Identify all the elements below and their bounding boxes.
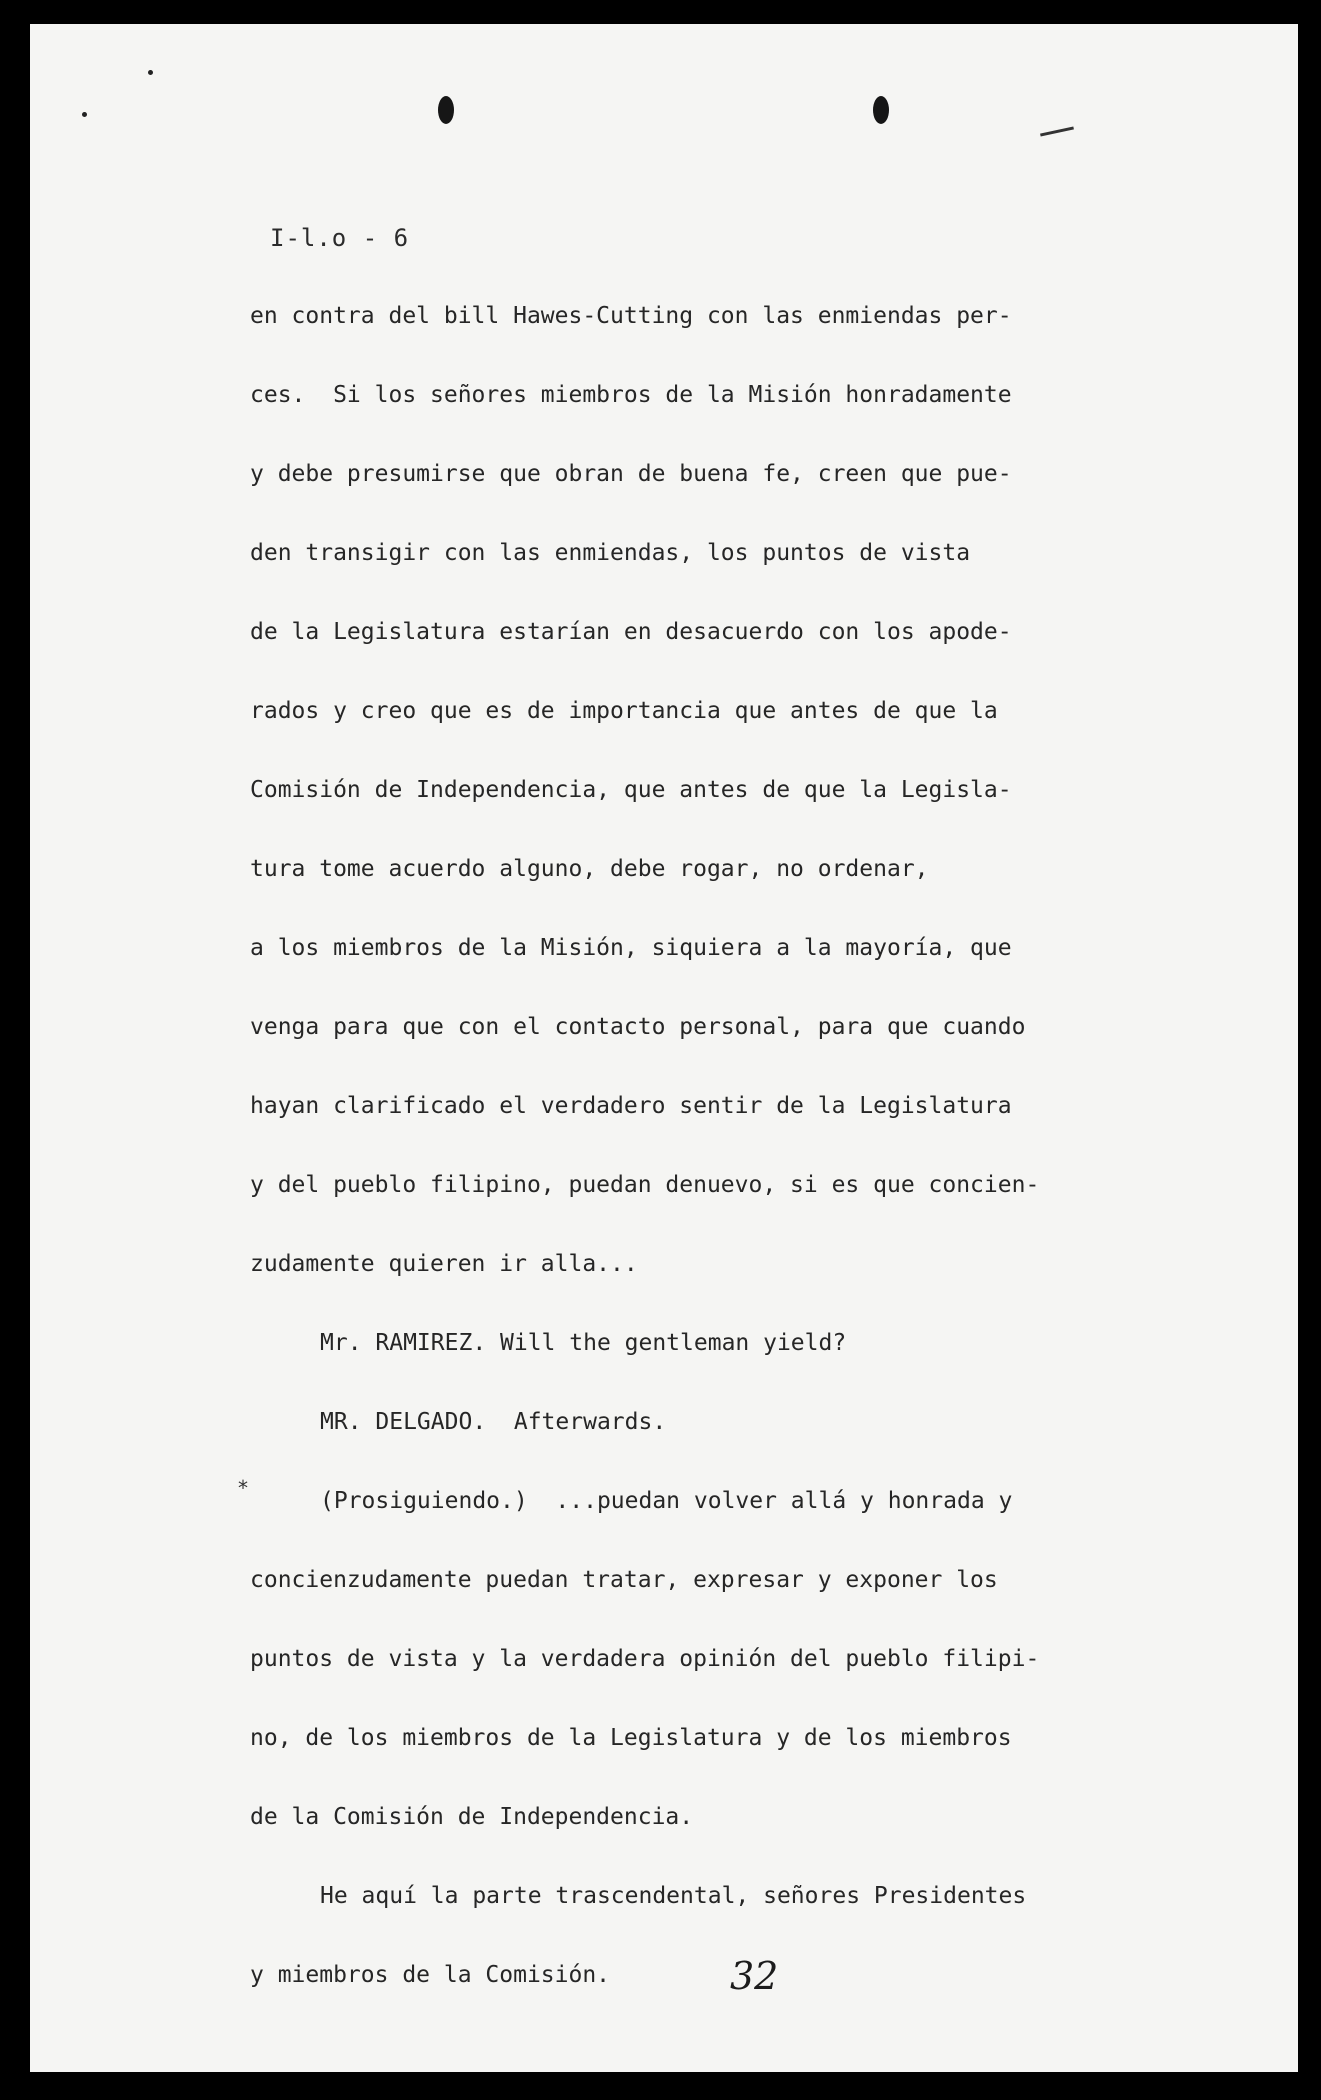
text-line: (Prosiguiendo.) ...puedan volver allá y honrada y bbox=[320, 1488, 1013, 1514]
text-line: no, de los miembros de la Legislatura y de los miembros bbox=[250, 1725, 1012, 1751]
page-number: 32 bbox=[730, 1954, 779, 1998]
text-line: rados y creo que es de importancia que antes de que la bbox=[250, 698, 998, 724]
text-line: concienzudamente puedan tratar, expresar y exponer los bbox=[250, 1567, 998, 1593]
ink-speck bbox=[148, 70, 153, 75]
document-reference: I-l.o - 6 bbox=[270, 224, 410, 252]
text-line: y del pueblo filipino, puedan denuevo, si es que concien- bbox=[250, 1172, 1040, 1198]
text-line: a los miembros de la Misión, siquiera a la mayoría, que bbox=[250, 935, 1012, 961]
speaker-line-delgado: MR. DELGADO. Afterwards. bbox=[320, 1409, 667, 1435]
pencil-mark bbox=[1040, 126, 1074, 136]
text-line: hayan clarificado el verdadero sentir de la Legislatura bbox=[250, 1093, 1012, 1119]
document-page bbox=[30, 24, 1298, 2072]
text-line: de la Comisión de Independencia. bbox=[250, 1804, 694, 1830]
body-text bbox=[250, 296, 1250, 2034]
text-line: He aquí la parte trascendental, señores Presidentes bbox=[320, 1883, 1027, 1909]
text-line: Comisión de Independencia, que antes de que la Legisla- bbox=[250, 777, 1012, 803]
text-line: den transigir con las enmiendas, los puntos de vista bbox=[250, 540, 971, 566]
speaker-line-ramirez: Mr. RAMIREZ. Will the gentleman yield? bbox=[320, 1330, 847, 1356]
punch-hole-left bbox=[438, 96, 454, 124]
text-line: venga para que con el contacto personal, para que cuando bbox=[250, 1014, 1026, 1040]
asterisk-annotation: * bbox=[238, 1476, 248, 1500]
text-line: zudamente quieren ir alla... bbox=[250, 1251, 638, 1277]
text-line: y miembros de la Comisión. bbox=[250, 1962, 611, 1988]
text-line: y debe presumirse que obran de buena fe, creen que pue- bbox=[250, 461, 1012, 487]
text-line: de la Legislatura estarían en desacuerdo con los apode- bbox=[250, 619, 1012, 645]
text-line: tura tome acuerdo alguno, debe rogar, no ordenar, bbox=[250, 856, 929, 882]
text-line: ces. Si los señores miembros de la Misión honradamente bbox=[250, 382, 1012, 408]
punch-hole-right bbox=[873, 96, 889, 124]
text-line: en contra del bill Hawes-Cutting con las enmiendas per- bbox=[250, 303, 1012, 329]
ink-speck bbox=[82, 112, 87, 117]
text-line: puntos de vista y la verdadera opinión del pueblo filipi- bbox=[250, 1646, 1040, 1672]
